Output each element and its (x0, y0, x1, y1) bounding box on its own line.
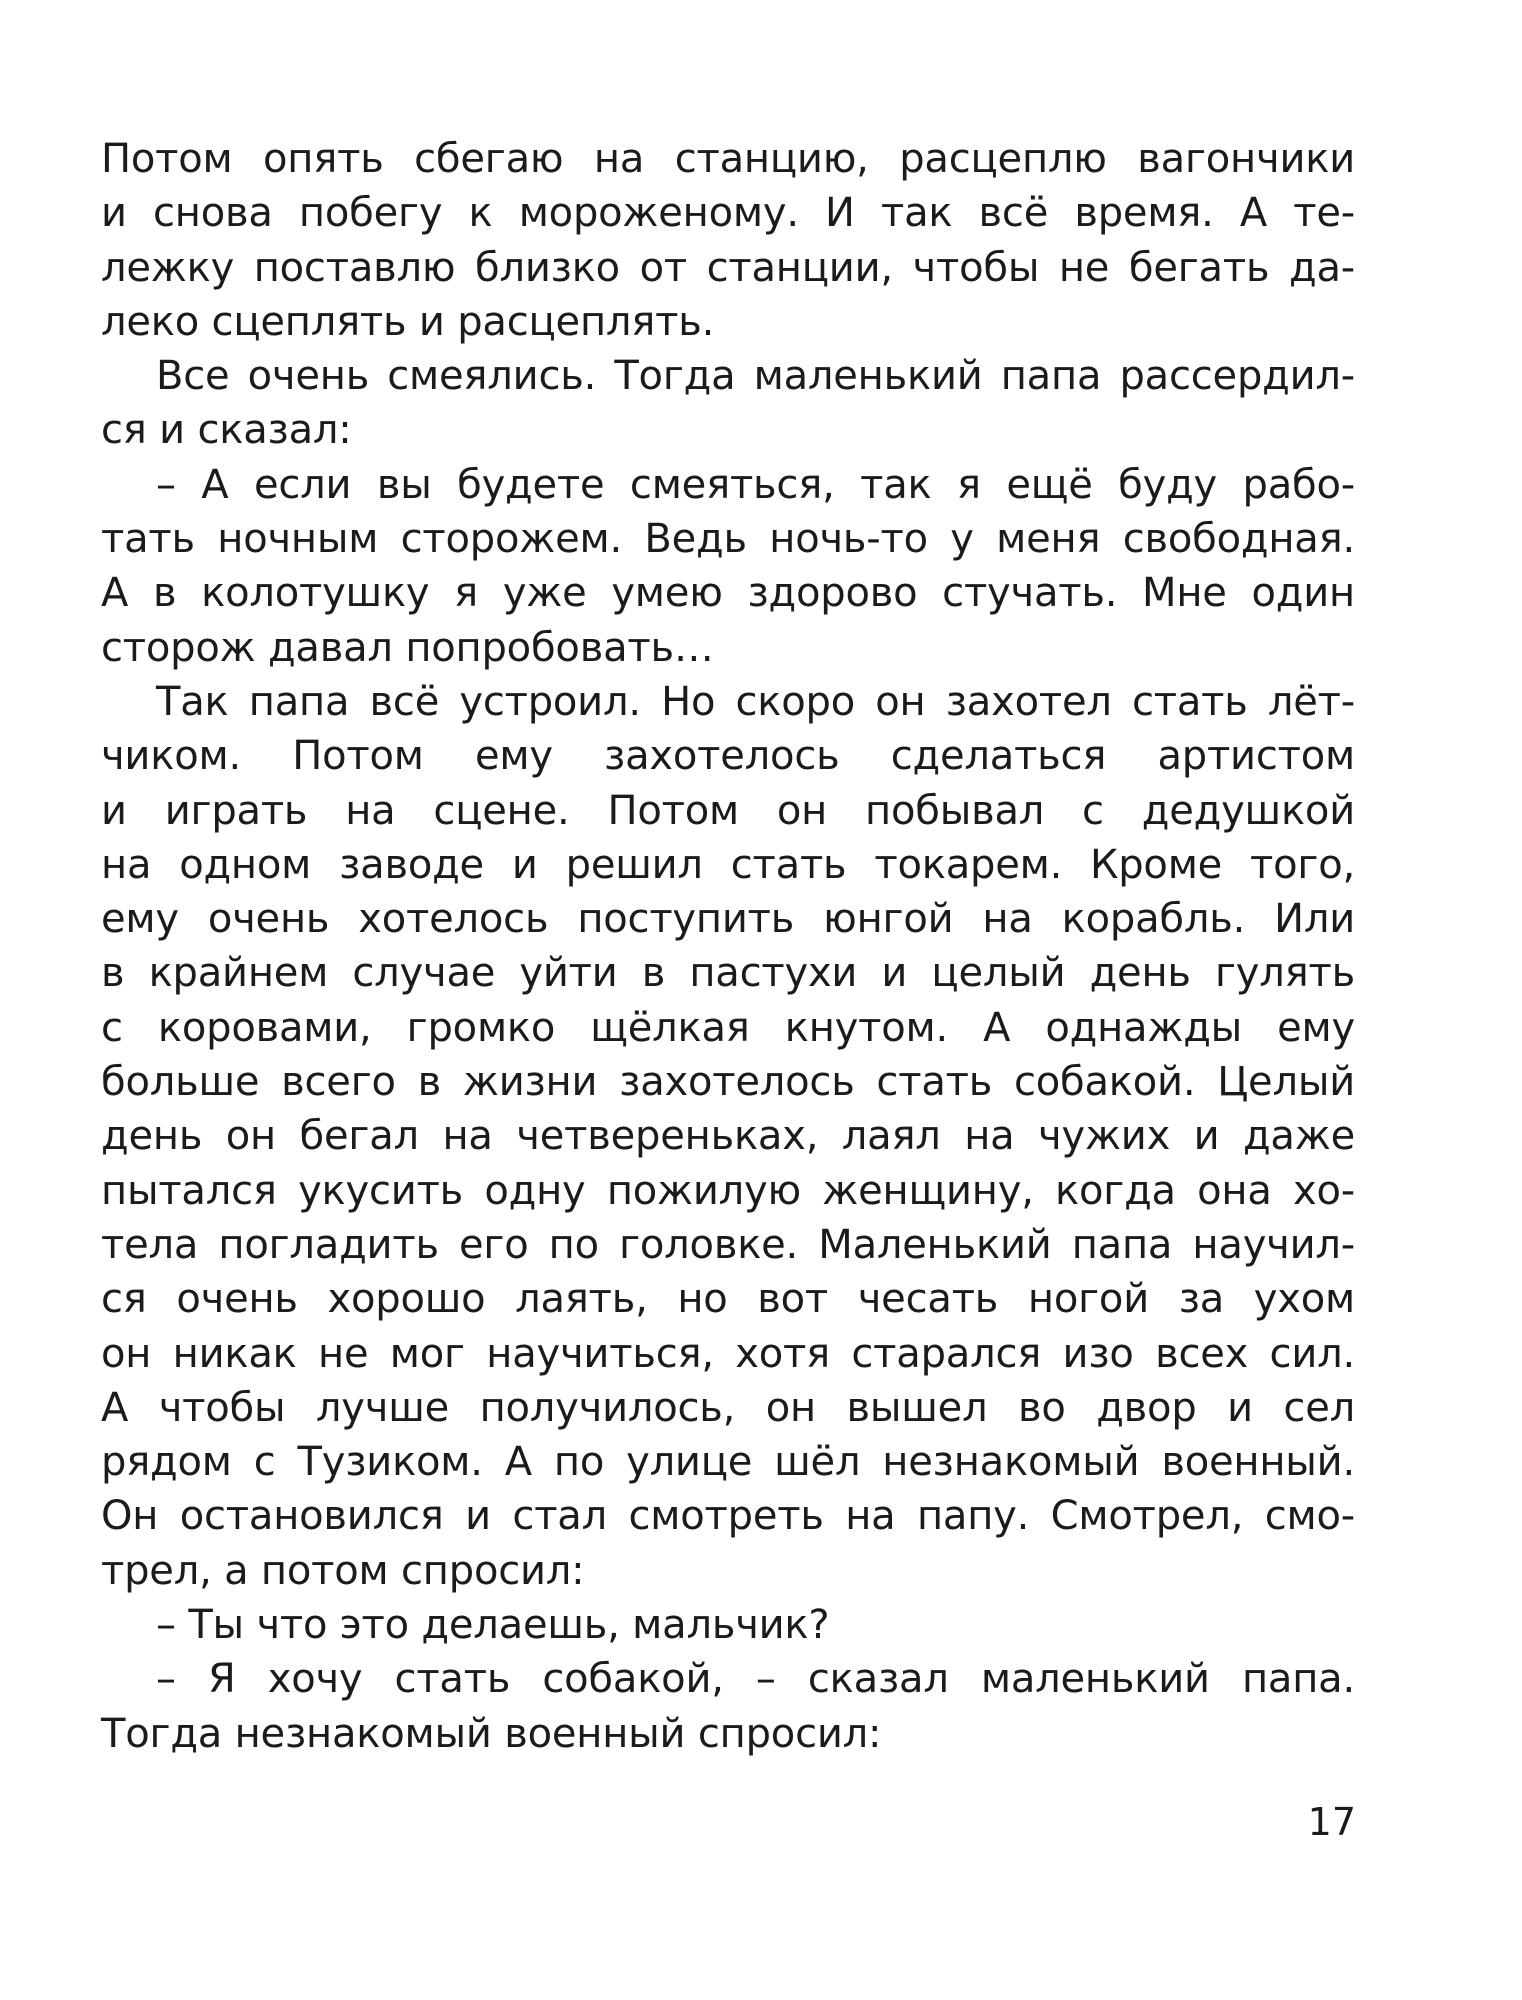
body-text (101, 132, 1355, 1761)
text-line: – Я хочу стать собакой, – сказал маленький папа. (156, 1656, 1355, 1703)
text-line: день он бегал на четвереньках, лаял на чужих и даже (101, 1113, 1355, 1160)
text-line: леко сцеплять и расцеплять. (101, 298, 715, 345)
text-line: ему очень хотелось поступить юнгой на корабль. Или (101, 896, 1355, 943)
text-line: Все очень смеялись. Тогда маленький папа рассердил- (156, 353, 1355, 400)
text-line: ся очень хорошо лаять, но вот чесать ногой за ухом (101, 1276, 1355, 1323)
page-number: 17 (1307, 1800, 1356, 1844)
text-line: А в колотушку я уже умею здорово стучать. Мне один (101, 570, 1355, 617)
text-line: Тогда незнакомый военный спросил: (101, 1710, 882, 1757)
text-line: с коровами, громко щёлкая кнутом. А однажды ему (101, 1004, 1355, 1051)
text-line: Так папа всё устроил. Но скоро он захотел стать лёт- (156, 678, 1355, 725)
text-line: больше всего в жизни захотелось стать собакой. Целый (101, 1059, 1355, 1106)
text-line: Он остановился и стал смотреть на папу. Смотрел, смо- (101, 1493, 1355, 1540)
text-line: чиком. Потом ему захотелось сделаться артистом (101, 733, 1355, 780)
text-line: в крайнем случае уйти в пастухи и целый день гулять (101, 950, 1355, 997)
text-line: пытался укусить одну пожилую женщину, когда она хо- (101, 1167, 1355, 1214)
text-line: А чтобы лучше получилось, он вышел во двор и сел (101, 1384, 1355, 1431)
text-line: тела погладить его по головке. Маленький папа научил- (101, 1221, 1355, 1268)
text-line: он никак не мог научиться, хотя старался изо всех сил. (101, 1330, 1355, 1377)
text-line: рядом с Тузиком. А по улице шёл незнакомый военный. (101, 1439, 1355, 1486)
text-line: и играть на сцене. Потом он побывал с дедушкой (101, 787, 1355, 834)
text-line: – Ты что это делаешь, мальчик? (156, 1602, 830, 1649)
text-line: – А если вы будете смеяться, так я ещё буду рабо- (156, 461, 1355, 508)
text-line: лежку поставлю близко от станции, чтобы не бегать да- (101, 244, 1355, 291)
text-line: тать ночным сторожем. Ведь ночь-то у меня свободная. (101, 516, 1355, 563)
text-line: трел, а потом спросил: (101, 1547, 585, 1594)
text-line: ся и сказал: (101, 407, 352, 454)
text-line: Потом опять сбегаю на станцию, расцеплю вагончики (101, 136, 1355, 182)
text-line: на одном заводе и решил стать токарем. Кроме того, (101, 841, 1355, 888)
text-line: и снова побегу к мороженому. И так всё время. А те- (101, 190, 1355, 237)
text-line: сторож давал попробовать… (101, 624, 714, 671)
